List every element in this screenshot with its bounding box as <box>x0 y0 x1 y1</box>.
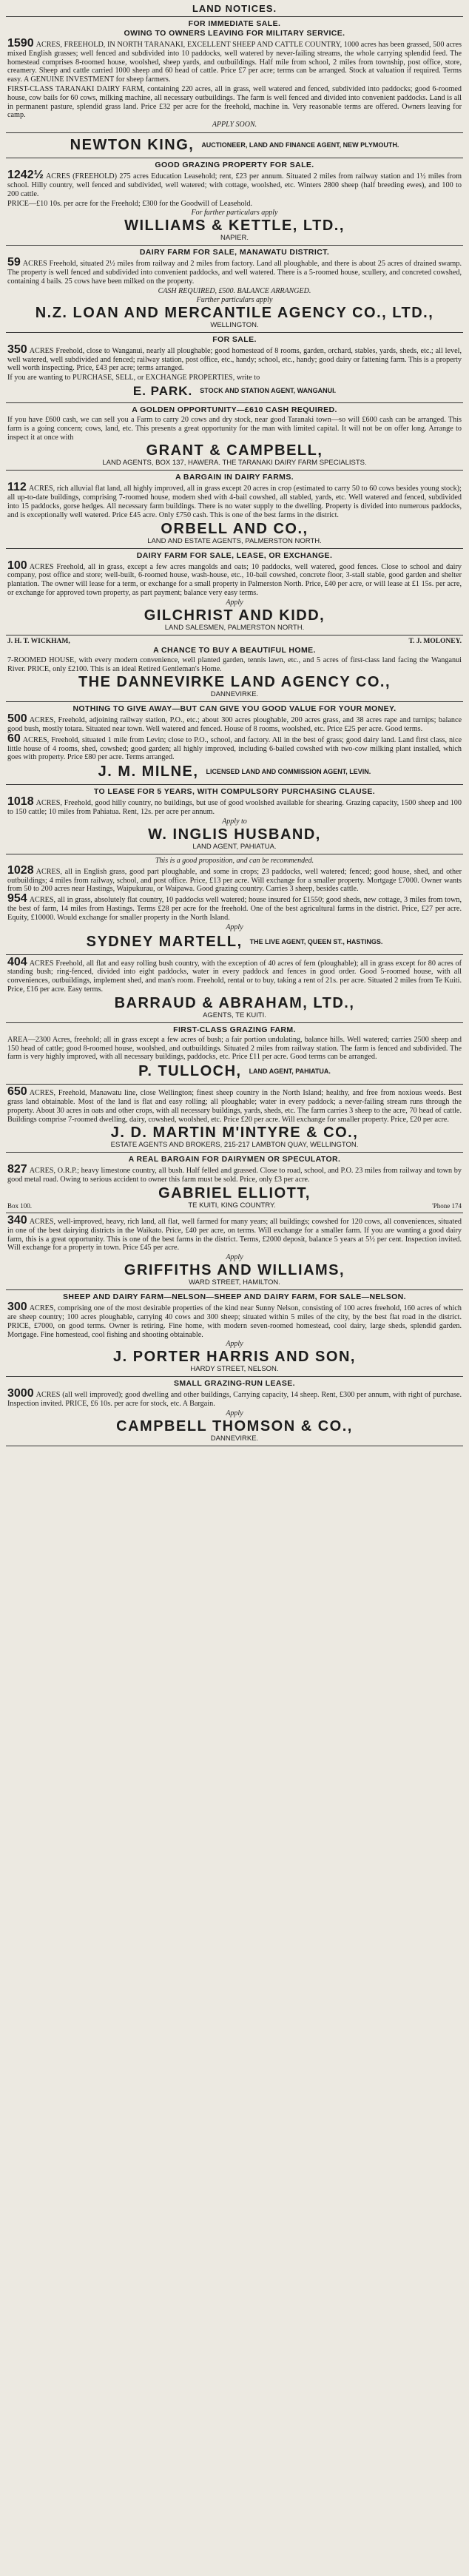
apply-line: Apply <box>226 923 243 931</box>
ad-text: ACRES, FREEHOLD, IN NORTH TARANAKI, EXCELLENT SHEEP AND CATTLE COUNTRY, 1000 acres has been grassed, 500 acres mixed English grasses; well fenced and subdivided into 10 paddocks, well watered by never-failing streams, the whole carrying splendid feed. The homestead comprises 8-roomed house, woolshed, sheep yards, and outbuildings. Half mile from school, 2 miles from township, post office, store, creamery. Sheep and cattle carried 1000 sheep and 60 head of cattle. Price £7 per acre; terms can be arranged. Stock at valuation if required. Terms easy. <box>7 41 462 84</box>
firm-side: STOCK AND STATION AGENT, WANGANUI. <box>200 387 337 395</box>
ad-lease-exchange <box>6 549 463 635</box>
ad-grazing-run-lease <box>6 1377 463 1446</box>
ad-sub: This is a good proposition, and can be recommended. <box>155 856 314 865</box>
price-line: CASH REQUIRED, £500. BALANCE ARRANGED. <box>158 286 311 295</box>
firm-sub: LAND AGENT, PAHIATUA. <box>192 842 277 851</box>
acreage-number: 59 <box>7 256 21 269</box>
ad-text-2: ACRES, Freehold, situated 1 mile from Levin; close to P.O., school, and factory. All in the best of grass; good dairy land. Land first class, nice little house of 4 rooms, shed, cowshed; good garden; all highly improved, including 6-bailed cowshed with two-cow milking plant installed, which goes with property. Price £80 per acre. Terms arranged. <box>7 735 462 762</box>
ad-dairy-bargain <box>6 471 463 548</box>
ad-text: ACRES (FREEHOLD) 275 acres Education Leasehold; rent, £23 per annum. Situated 2 miles from railway station and 1½ miles from school. Hilly country, well fenced and subdivided, well watered; with cottage, woolshed, etc. Winters 2800 sheep (half breeding ewes), and 100 to 200 cattle. <box>7 172 462 198</box>
acreage-number: 100 <box>7 559 27 572</box>
ad-manawatu-sheep <box>6 1085 463 1153</box>
ad-grazing-property <box>6 158 463 246</box>
firm-sub: DANNEVIRKE. <box>210 690 259 699</box>
ad-wanganui-sale <box>6 333 463 403</box>
ad-body <box>7 1165 462 1184</box>
firm-name: THE DANNEVIRKE LAND AGENCY CO., <box>78 674 391 691</box>
ad-body: 7-ROOMED HOUSE, with every modern convenience, well planted garden, tennis lawn, etc., and 5 acres of first-class land facing the Wanganui River. PRICE, only £2100. This is an ideal Retired Gentleman's Home. <box>7 655 462 673</box>
ad-text: ACRES, comprising one of the most desirable properties of the kind near Sunny Nelson, consisting of 100 acres freehold, 160 acres of which are sheep country; 100 acres ploughable, carrying 40 cows and 300 sheep; situated within 5 miles of the city, by the best flat road in the district. PRICE, £7000, on good terms. Owner is retiring. Fine home, with modern seven-roomed homestead, cool dairy, large sheds, splendid garden. Mortgage. Fine homestead, cool fishing and shooting obtainable. <box>7 1304 462 1339</box>
ad-real-bargain <box>6 1153 463 1213</box>
ad-golden-opportunity <box>6 403 463 471</box>
contact-row <box>7 1201 462 1210</box>
ad-body-2: FIRST-CLASS TARANAKI DAIRY FARM, containing 220 acres, all in grass, well watered and fenced, subdivided into paddocks; good 6-roomed house, cow bails for 60 cows, milking machine, all necessary outbuildings. The farm is well fenced and divided into convenient paddocks. Land is all in permanent pasture, splendid grass land. Price £32 per acre for the freehold, machine in. Very reasonable terms are offered. Owners leaving for camp. <box>7 84 462 120</box>
phone-number: 'Phone 174 <box>432 1201 462 1210</box>
acreage-number: 827 <box>7 1163 27 1176</box>
apply-line: Apply <box>226 1340 243 1349</box>
apply-line: Further particulars apply <box>196 295 273 304</box>
ad-body <box>7 171 462 198</box>
acreage-number: 300 <box>7 1301 27 1314</box>
ad-military-service-sale <box>6 17 463 133</box>
firm-side: AUCTIONEER, LAND AND FINANCE AGENT, NEW PLYMOUTH. <box>201 141 399 149</box>
ad-text: ACRES Freehold, all flat and easy rolling bush country, with the exception of 40 acres of fern (ploughable); all in grass except for 80 acres of standing bush; ring-fenced, divided into eight paddocks, water in every paddock and fences in good order. Good 5-roomed house, with all conveniences, outbuildings, implement shed, and man's room. Freehold, rental or to buy, taking a rent of 21s. per acre. Situated 2 miles from Te Kuiti. Price, £16 per acre. Easy terms. <box>7 959 462 994</box>
firm-side: THE LIVE AGENT, QUEEN ST., HASTINGS. <box>249 937 383 945</box>
firm-side: LAND AGENT, PAHIATUA. <box>249 1068 331 1076</box>
ad-text: ACRES Freehold, all in grass, except a few acres mangolds and oats; 10 paddocks, well watered, good fences. Close to school and dairy company, post office and store; well-built, 6-roomed house, wash-house, etc., 10-bail cowshed, concrete floor, 3-stall stable, good garden and shelter plantation. The owner will lease for a term, or exchange for a small property in Palmerston North. Price, £40 per acre, or will lease at £1 15s. per acre, or exchange for approved town property, as part payment; balance very easy terms. <box>7 562 462 597</box>
firm-name: GRANT & CAMPBELL, <box>146 442 323 459</box>
firm-name: E. PARK. <box>132 383 193 398</box>
ad-body-2 <box>7 732 462 762</box>
firm-row <box>7 763 462 780</box>
acreage-number: 350 <box>7 343 27 356</box>
ad-body <box>7 39 462 84</box>
ad-body <box>7 863 462 894</box>
acreage-number-2: 954 <box>7 892 27 906</box>
ad-te-kuiti-bush <box>6 955 463 1023</box>
firm-name: GILCHRIST AND KIDD, <box>144 607 325 624</box>
firm-name: BARRAUD & ABRAHAM, LTD., <box>114 994 355 1011</box>
ad-heading: FOR IMMEDIATE SALE. <box>188 19 281 28</box>
acreage-number: 1242½ <box>7 169 44 182</box>
ad-body: If you have £600 cash, we can sell you a Farm to carry 20 cows and dry stock, near good Taranaki town—so will £600 cash can be arranged. This farm is a going concern; cows, land, etc. This presents a great opportunity for the man with limited capital. It will not be on offer long. Arrange to inspect it at once with <box>7 415 462 442</box>
ad-good-value <box>6 702 463 785</box>
acreage-number: 112 <box>7 481 27 494</box>
firm-name: W. INGLIS HUSBAND, <box>148 826 321 843</box>
ad-heading: A CHANCE TO BUY A BEAUTIFUL HOME. <box>153 645 316 655</box>
ad-lease-5-years <box>6 785 463 854</box>
firm-row <box>7 384 462 398</box>
firm-side: LICENSED LAND AND COMMISSION AGENT, LEVIN. <box>206 768 371 776</box>
apply-line: Apply to <box>222 817 247 826</box>
page-title: LAND NOTICES. <box>6 1 463 17</box>
ad-grazing-farm <box>6 1023 463 1085</box>
apply-line: Apply <box>226 598 243 607</box>
firm-row <box>7 1063 462 1079</box>
ad-heading: GOOD GRAZING PROPERTY FOR SALE. <box>155 161 314 170</box>
ad-sub: A GENUINE INVESTMENT for sheep farmers. <box>23 75 171 84</box>
acreage-number-2: 60 <box>7 732 21 745</box>
firm-sub: WARD STREET, HAMILTON. <box>189 1278 280 1287</box>
firm-name: J. PORTER HARRIS AND SON, <box>113 1349 356 1366</box>
ad-text: ACRES, rich alluvial flat land, all highly improved, all in grass except 20 acres in crop (estimated to carry 50 to 60 cows besides young stock); all up-to-date buildings, comprising 7-roomed house, modern shed with 4-bail cowshed, all stabled, yards, etc. Well watered and fenced, subdivided into 15 paddocks, gorse hedges. All necessary farm buildings. There is no water supply to the dwelling. Property is divided into numerous paddocks, and is exceptionally well watered. Price £45 acre. Only £750 cash. This is one of the best farms in the district. <box>7 485 462 519</box>
firm-row <box>7 137 462 153</box>
firm-sub: HARDY STREET, NELSON. <box>190 1365 279 1374</box>
firm-name: GRIFFITHS AND WILLIAMS, <box>124 1262 345 1279</box>
firm-name: NEWTON KING, <box>70 137 195 154</box>
ad-subheading: OWING TO OWNERS LEAVING FOR MILITARY SERVICE. <box>124 29 345 38</box>
ad-heading: NOTHING TO GIVE AWAY—BUT CAN GIVE YOU GOOD VALUE FOR YOUR MONEY. <box>72 704 397 714</box>
firm-name: J. D. MARTIN M'INTYRE & CO., <box>110 1125 359 1142</box>
ad-body-2 <box>7 894 462 922</box>
ad-body <box>7 1303 462 1339</box>
ad-text: ACRES, Freehold, Manawatu line, close Wellington; finest sheep country in the North Island; healthy, and free from noxious weeds. Best grass land obtainable. Most of the land is flat and easy rolling; all ploughable; water in every paddock; a never-failing stream runs through the property. About 30 acres in oats and other crops, with all necessary buildings, yards, sheds, etc. The farm carries 3 sheep to the acre, 70 head of cattle. Buildings comprise 7-roomed dwelling, dairy, cowshed, woolshed, etc. Price £20 per acre. Will exchange for smaller property. Price, £20 per acre. <box>7 1089 462 1124</box>
firm-name: P. TULLOCH, <box>138 1063 242 1080</box>
ad-body <box>7 712 462 734</box>
ad-text: ACRES, O.R.P.; heavy limestone country, all bush. Half felled and grassed. Close to road, school, and P.O. 23 miles from railway and town by good metal road. Owing to serious accident to owner this farm must be sold. Price, only £3 per acre. <box>7 1167 462 1184</box>
acreage-number: 340 <box>7 1214 27 1227</box>
firm-sub: AGENTS, TE KUITI. <box>203 1011 266 1019</box>
ad-body: AREA—2300 Acres, freehold; all in grass except a few acres of bush; a fair portion undulating, balance hills. Well watered; carries 2500 sheep and 150 head of cattle; good 8-roomed house, woolshed, and outbuildings. Situated 2 miles from railway station. The farm is fenced and subdivided. The farm is very highly improved, with all necessary buildings, paddocks, etc. Price £11 per acre. Good terms can be arranged. <box>7 1035 462 1062</box>
ad-body <box>7 795 462 817</box>
acreage-number: 1028 <box>7 863 34 877</box>
ad-heading: A GOLDEN OPPORTUNITY—£610 CASH REQUIRED. <box>132 405 337 414</box>
firm-name: SYDNEY MARTELL, <box>86 933 243 950</box>
ad-heading: TO LEASE FOR 5 YEARS, WITH COMPULSORY PURCHASING CLAUSE. <box>93 787 376 797</box>
ad-sub: If you are wanting to PURCHASE, SELL, or EXCHANGE PROPERTIES, write to <box>7 374 260 382</box>
acreage-number: 404 <box>7 955 27 968</box>
ad-text: ACRES, well-improved, heavy, rich land, all flat, well farmed for many years; all buildings; cowshed for 120 cows, all conveniences, situated in one of the best dairying districts in the Waikato. Price, £40 per acre, on terms. Will exchange for a smaller farm. If you are wanting a good dairy farm, this is a great opportunity. This is one of the best farms in the district. Terms, £2000 deposit, balance 5 years at 5½ per cent. Inspection invited. Will exchange for a property in town. Price £45 per acre. <box>7 1218 462 1252</box>
ad-text: ACRES (all well improved); good dwelling and other buildings, Carrying capacity, 14 sheep. Rent, £300 per annum, with right of purchase. Inspection invited. PRICE, £6 10s. per acre for stock, etc. A Bargain. <box>7 1391 462 1409</box>
firm-row <box>7 934 462 950</box>
firm-name: ORBELL AND CO., <box>161 520 308 537</box>
ad-text: ACRES Freehold, situated 2½ miles from railway and 2 miles from factory. Land all ploughable, and there is about 25 acres of drained swamp. The property is well fenced and subdivided into convenient paddocks, and well watered. There is a 5-roomed house, scullery, and concreted cowshed, containing 4 bails. 25 cows have been milked on the property. <box>7 260 462 286</box>
contact-right: T. J. MOLONEY. <box>408 637 462 645</box>
ad-manawatu-dairy <box>6 246 463 332</box>
apply-line: For further particulars apply <box>191 209 278 218</box>
ad-hastings-farms <box>6 854 463 955</box>
ad-heading: DAIRY FARM FOR SALE, LEASE, OR EXCHANGE. <box>136 550 333 560</box>
ad-body <box>7 345 462 373</box>
firm-sub: LAND SALESMEN, PALMERSTON NORTH. <box>164 623 305 632</box>
firm-sub: LAND AGENTS, BOX 137, HAWERA. THE TARANAKI DAIRY FARM SPECIALISTS. <box>102 459 367 468</box>
ad-newton-king <box>6 133 463 158</box>
apply-line: Apply <box>226 1409 243 1417</box>
firm-name: J. M. MILNE, <box>98 763 199 780</box>
apply-line: APPLY SOON. <box>212 121 257 129</box>
ad-heading: FIRST-CLASS GRAZING FARM. <box>173 1025 296 1034</box>
ad-heading: A REAL BARGAIN FOR DAIRYMEN OR SPECULATOR. <box>128 1155 341 1164</box>
ad-heading: FOR SALE. <box>212 334 257 344</box>
ad-text: ACRES, Freehold, adjoining railway station, P.O., etc.; about 300 acres ploughable, 200 acres grass, and 38 acres rape and turnips; balance good bush, mostly totara. Situated near town. Well watered and fenced. House of 8 rooms, woolshed, etc. Price £25 per acre. Good terms. <box>7 716 462 734</box>
firm-sub: DANNEVIRKE. <box>210 1434 259 1443</box>
apply-line: Apply <box>226 1253 243 1262</box>
ad-heading: A BARGAIN IN DAIRY FARMS. <box>175 473 294 482</box>
ad-body <box>7 1216 462 1252</box>
acreage-number: 1018 <box>7 795 34 809</box>
firm-sub: NAPIER. <box>220 234 249 243</box>
firm-sub: ESTATE AGENTS AND BROKERS, 215-217 LAMBTON QUAY, WELLINGTON. <box>110 1141 359 1150</box>
firm-name: GABRIEL ELLIOTT, <box>158 1185 311 1202</box>
contact-names <box>7 638 462 646</box>
ad-heading: SHEEP AND DAIRY FARM—NELSON—SHEEP AND DAIRY FARM, FOR SALE—NELSON. <box>63 1292 406 1302</box>
ad-body <box>7 483 462 519</box>
ad-heading: DAIRY FARM FOR SALE, MANAWATU DISTRICT. <box>139 248 330 257</box>
ad-waikato-dairy <box>6 1213 463 1290</box>
ad-text-2: ACRES, all in grass, absolutely flat country, 10 paddocks well watered; house insured for £1550; good sheds, new cottage, 3 miles from town, the best of farm, 14 miles from Hastings. Terms £28 per acre for the freehold. One of the best agricultural farms in the district. Price, £27 per acre. Equity, £10000. Would exchange for smaller property in the North Island. <box>7 896 462 922</box>
acreage-number: 3000 <box>7 1387 34 1400</box>
ad-body <box>7 955 462 994</box>
ad-text: ACRES Freehold, close to Wanganui, nearly all ploughable; good homestead of 8 rooms, garden, orchard, stables, yards, sheds, etc.; all level, well watered, well subdivided and fenced; railway station, post office, etc., handy; school, etc., handy; good dairy or fattening farm. This is a property well worth inspecting. Price, £43 per acre; terms arranged. <box>7 346 462 373</box>
ad-beautiful-home <box>6 635 463 703</box>
firm-sub: WELLINGTON. <box>210 320 259 329</box>
firm-name: N.Z. LOAN AND MERCANTILE AGENCY CO., LTD., <box>35 304 434 321</box>
acreage-number: 1590 <box>7 37 34 50</box>
ad-text: ACRES, all in English grass, good part ploughable, and some in crops; 23 paddocks, well watered; fenced; good house, shed, and other outbuildings; 4 miles from railway, school, and post office. Price, £13 per acre. Will exchange for a smaller property. Mortgage £7000. Owner wants from 50 to 200 acres near Hastings, Waipukurau, or Waipawa. Good grazing country. Carries 3 sheep, besides cattle. <box>7 867 462 894</box>
firm-name: WILLIAMS & KETTLE, LTD., <box>124 218 345 235</box>
firm-sub: TE KUITI, KING COUNTRY. <box>188 1201 276 1210</box>
firm-sub: LAND AND ESTATE AGENTS, PALMERSTON NORTH. <box>147 536 322 545</box>
ad-body <box>7 559 462 598</box>
ad-body <box>7 258 462 286</box>
ad-heading: SMALL GRAZING-RUN LEASE. <box>174 1379 295 1389</box>
ad-body <box>7 1389 462 1409</box>
ad-nelson-farm <box>6 1290 463 1377</box>
ad-body <box>7 1085 462 1124</box>
firm-name: CAMPBELL THOMSON & CO., <box>116 1417 353 1434</box>
acreage-number: 500 <box>7 712 27 726</box>
price-line: PRICE—£10 10s. per acre for the Freehold; £300 for the Goodwill of Leasehold. <box>7 199 253 208</box>
box-number: Box 100. <box>7 1201 33 1210</box>
ad-text: ACRES, Freehold, good hilly country, no buildings, but use of good woolshed available for shearing. Grazing capacity, 1500 sheep and 100 to 150 cattle; 10 miles from Pahiatua. Rent, 12s. per acre per annum. <box>7 799 462 817</box>
acreage-number: 650 <box>7 1085 27 1099</box>
contact-left: J. H. T. WICKHAM, <box>7 637 70 645</box>
